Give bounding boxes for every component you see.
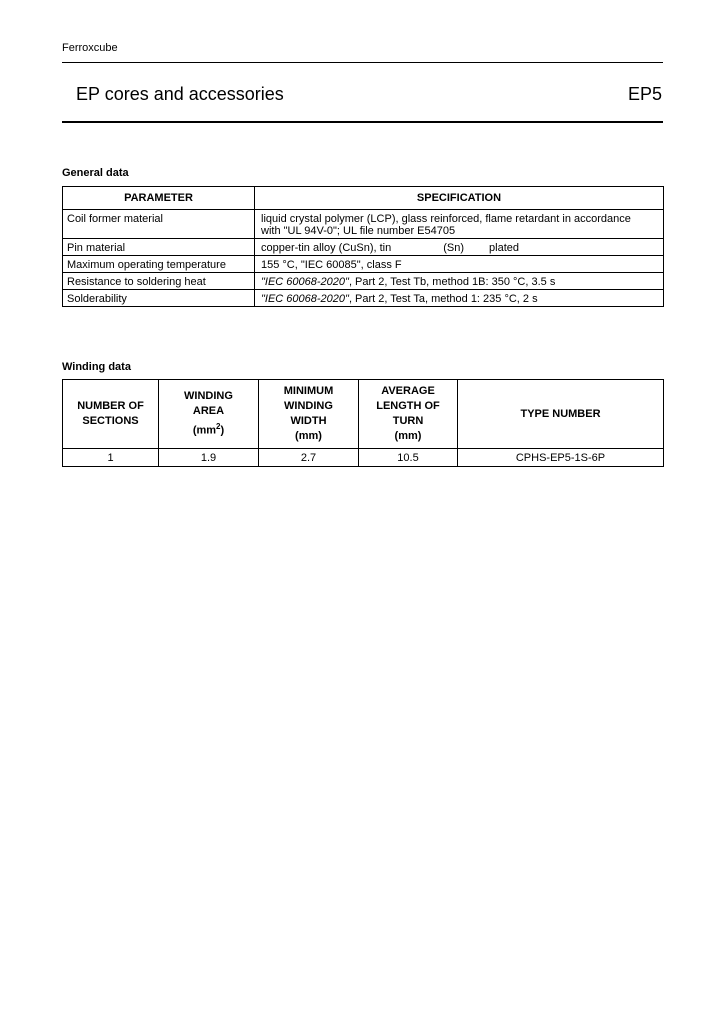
document-title: EP cores and accessories: [76, 84, 284, 104]
spec-part: , Part 2, Test Ta, method 1: 235 °C, 2 s: [348, 293, 538, 305]
specification-cell: 155 °C, "IEC 60085", class F: [255, 256, 664, 273]
type-number-cell: CPHS-EP5-1S-6P: [458, 449, 664, 467]
header-rule: [62, 121, 663, 123]
header-line: WINDING: [184, 390, 233, 403]
col-average-length-of-turn: [359, 380, 458, 449]
table-header-row: [63, 187, 664, 210]
header-line: [163, 419, 254, 439]
length-cell: 10.5: [359, 449, 458, 467]
spec-part: , Part 2, Test Tb, method 1B: 350 °C, 3.5 s: [348, 276, 556, 288]
table-row: [63, 239, 664, 256]
general-data-table: [62, 186, 664, 307]
standard-ref: "IEC 60068-2020": [261, 293, 349, 305]
parameter-cell: Resistance to soldering heat: [63, 273, 255, 290]
sections-cell: 1: [63, 449, 159, 467]
winding-data-table: [62, 379, 664, 467]
specification-cell: [255, 239, 664, 256]
header-line: AREA: [192, 405, 225, 418]
col-minimum-winding-width: [259, 380, 359, 449]
area-cell: 1.9: [159, 449, 259, 467]
specification-cell: [255, 290, 664, 307]
parameter-cell: Solderability: [63, 290, 255, 307]
header-line: LENGTH OF: [376, 400, 440, 412]
header-line: WIDTH: [290, 415, 327, 427]
header-line: AVERAGE: [381, 385, 435, 397]
spec-part: plated: [489, 242, 519, 254]
header-line: NUMBER OF: [77, 400, 144, 412]
col-type-number: TYPE NUMBER: [458, 380, 664, 449]
company-name: Ferroxcube: [62, 42, 118, 54]
spec-part: (Sn): [443, 242, 465, 254]
specification-cell: [255, 210, 664, 239]
general-data-title: General data: [62, 167, 129, 179]
parameter-cell: Maximum operating temperature: [63, 256, 255, 273]
parameter-cell: Pin material: [63, 239, 255, 256]
unit-text: (mm: [192, 424, 217, 437]
unit-superscript: 2: [216, 422, 221, 432]
table-row: [63, 256, 664, 273]
header-top-line: [62, 62, 663, 63]
standard-ref: "IEC 60068-2020": [261, 276, 349, 288]
table-header-row: [63, 380, 664, 449]
parameter-cell: Coil former material: [63, 210, 255, 239]
document-code: EP5: [627, 84, 662, 104]
header-line: (mm): [394, 430, 422, 442]
col-specification: SPECIFICATION: [255, 187, 664, 210]
specification-cell: [255, 273, 664, 290]
col-winding-area: [159, 380, 259, 449]
unit-text: ): [220, 424, 225, 437]
table-row: [63, 290, 664, 307]
table-row: [63, 210, 664, 239]
header-line: TURN: [392, 415, 424, 427]
winding-data-title: Winding data: [62, 361, 131, 373]
col-parameter: PARAMETER: [63, 187, 255, 210]
spec-line: liquid crystal polymer (LCP), glass reinforced, flame retardant in accordance: [261, 213, 631, 225]
table-row: [63, 273, 664, 290]
table-row: [63, 449, 664, 467]
width-cell: 2.7: [259, 449, 359, 467]
header-line: (mm): [295, 430, 322, 442]
header-line: MINIMUM: [283, 385, 334, 397]
header-line: SECTIONS: [82, 415, 139, 427]
spec-part: copper-tin alloy (CuSn), tin: [261, 242, 392, 254]
spec-line: with "UL 94V-0"; UL file number E54705: [261, 225, 456, 237]
col-number-of-sections: [63, 380, 159, 449]
header-line: WINDING: [284, 400, 333, 412]
